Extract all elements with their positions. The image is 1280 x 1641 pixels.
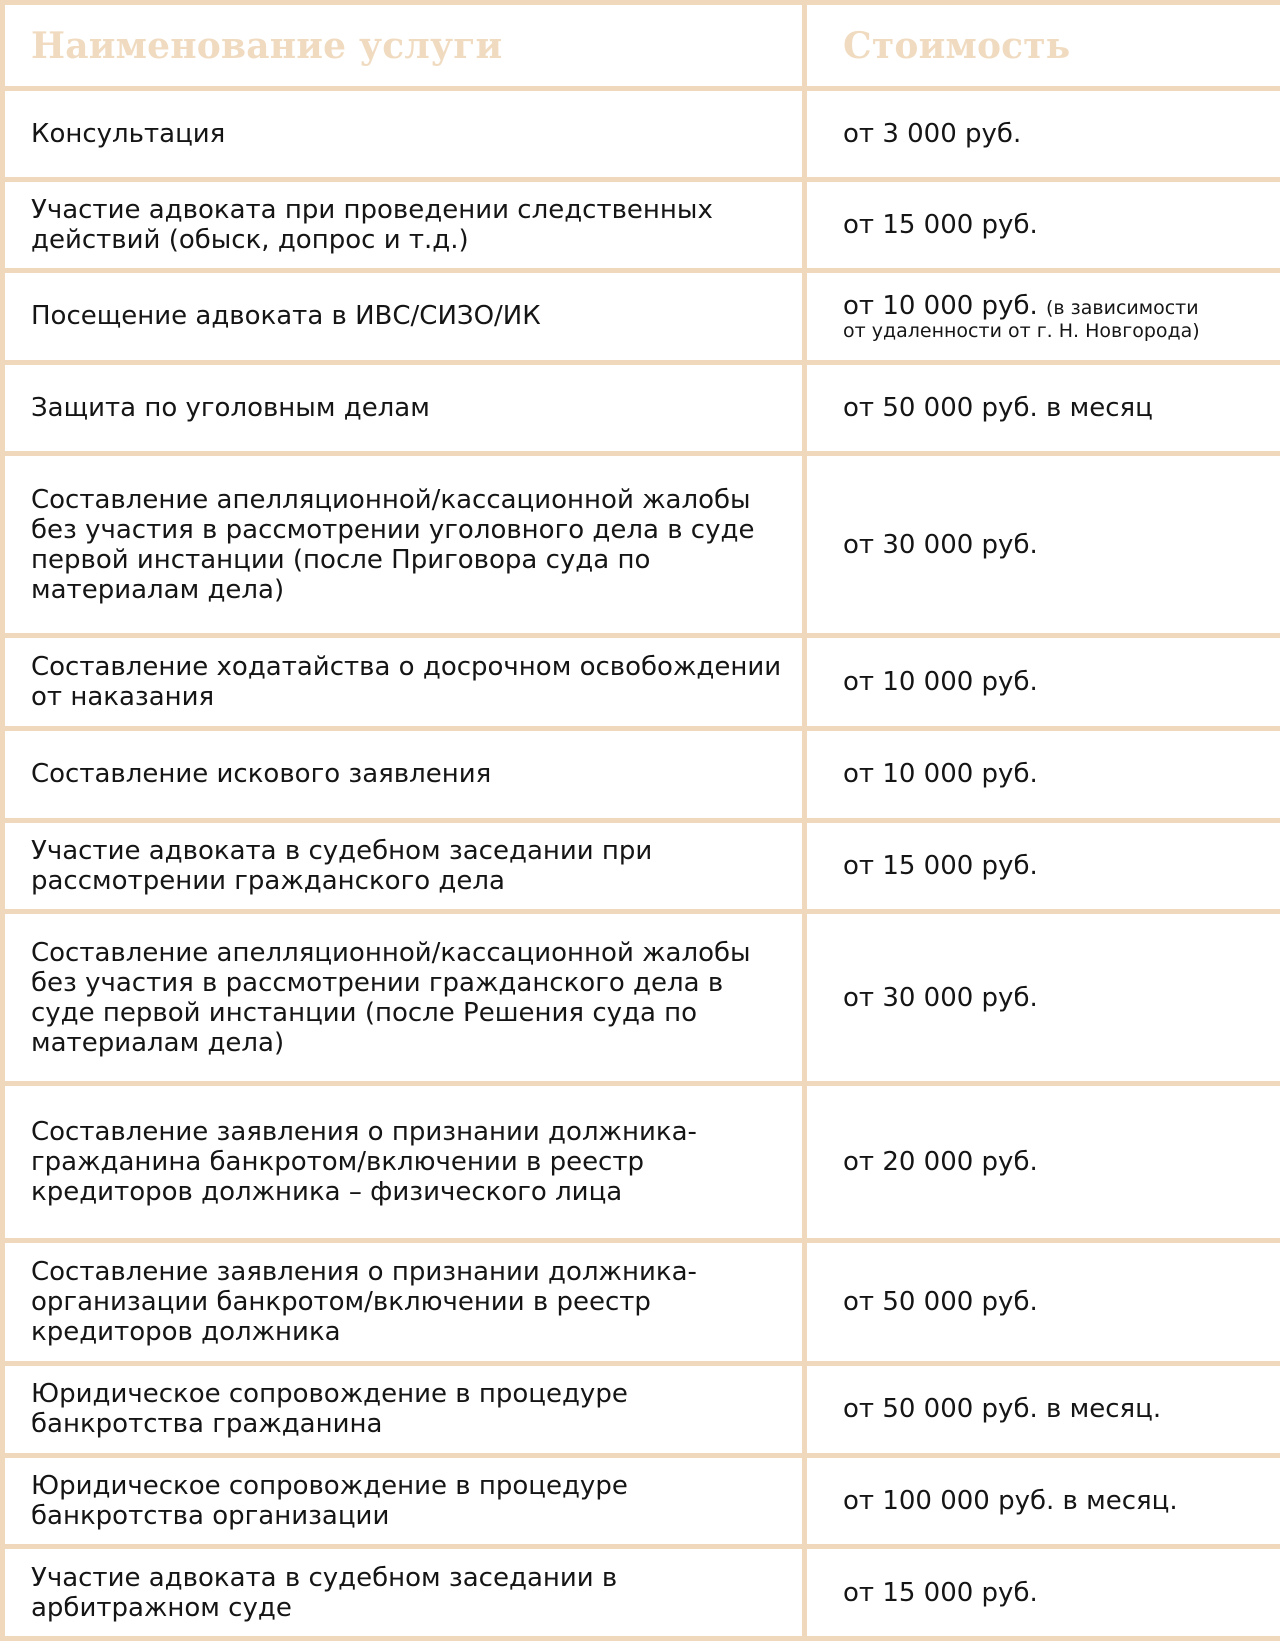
table-row bbox=[3, 271, 1280, 363]
price-cell: от 30 000 руб. bbox=[805, 454, 1280, 636]
service-cell: Составление искового заявления bbox=[3, 729, 805, 821]
table-row bbox=[3, 820, 1280, 912]
table-row bbox=[3, 912, 1280, 1084]
price-cell: от 15 000 руб. bbox=[805, 820, 1280, 912]
price-note-continuation: от удаленности от г. Н. Новгорода) bbox=[843, 320, 1200, 343]
price-cell: от 20 000 руб. bbox=[805, 1084, 1280, 1241]
service-cell: Участие адвоката при проведении следственных действий (обыск, допрос и т.д.) bbox=[3, 179, 805, 271]
price-cell: от 10 000 руб. bbox=[805, 729, 1280, 821]
price-cell: от 3 000 руб. bbox=[805, 89, 1280, 180]
price-cell: от 50 000 руб. bbox=[805, 1241, 1280, 1364]
price-cell: от 50 000 руб. в месяц. bbox=[805, 1364, 1280, 1456]
service-cell: Составление апелляционной/кассационной жалобы без участия в рассмотрении гражданского дела в суде первой инстанции (после Решения суда по материалам дела) bbox=[3, 912, 805, 1084]
price-cell: от 15 000 руб. bbox=[805, 1547, 1280, 1639]
service-cell: Составление апелляционной/кассационной жалобы без участия в рассмотрении уголовного дела в суде первой инстанции (после Приговора суда по материалам дела) bbox=[3, 454, 805, 636]
table-row bbox=[3, 636, 1280, 729]
cost-column-header: Стоимость bbox=[805, 3, 1280, 89]
price-value: от 10 000 руб. bbox=[843, 291, 1038, 322]
service-cell: Составление ходатайства о досрочном освобождении от наказания bbox=[3, 636, 805, 729]
price-cell: от 50 000 руб. в месяц bbox=[805, 362, 1280, 454]
service-column-header: Наименование услуги bbox=[3, 3, 805, 89]
service-cell: Участие адвоката в судебном заседании при рассмотрении гражданского дела bbox=[3, 820, 805, 912]
service-cell: Составление заявления о признании должника-организации банкротом/включении в реестр кредиторов должника bbox=[3, 1241, 805, 1364]
price-cell: от 10 000 руб. bbox=[805, 636, 1280, 729]
table-row bbox=[3, 1084, 1280, 1241]
service-cell: Юридическое сопровождение в процедуре банкротства гражданина bbox=[3, 1364, 805, 1456]
table-header-row bbox=[3, 3, 1280, 89]
table-row bbox=[3, 1241, 1280, 1364]
table-row bbox=[3, 454, 1280, 636]
table-row bbox=[3, 1364, 1280, 1456]
price-cell: от 30 000 руб. bbox=[805, 912, 1280, 1084]
service-cell: Участие адвоката в судебном заседании в арбитражном суде bbox=[3, 1547, 805, 1639]
table-row bbox=[3, 729, 1280, 821]
service-cell: Защита по уголовным делам bbox=[3, 362, 805, 454]
service-cell: Составление заявления о признании должника-гражданина банкротом/включении в реестр кредиторов должника – физического лица bbox=[3, 1084, 805, 1241]
table-row bbox=[3, 89, 1280, 180]
table-row bbox=[3, 179, 1280, 271]
price-note: (в зависимости bbox=[1046, 297, 1199, 320]
table-row bbox=[3, 1455, 1280, 1547]
price-cell: от 100 000 руб. в месяц. bbox=[805, 1455, 1280, 1547]
table-row bbox=[3, 362, 1280, 454]
table-row bbox=[3, 1547, 1280, 1639]
price-cell bbox=[805, 271, 1280, 363]
price-cell: от 15 000 руб. bbox=[805, 179, 1280, 271]
service-cell: Юридическое сопровождение в процедуре банкротства организации bbox=[3, 1455, 805, 1547]
service-cell: Консультация bbox=[3, 89, 805, 180]
service-cell: Посещение адвоката в ИВС/СИЗО/ИК bbox=[3, 271, 805, 363]
